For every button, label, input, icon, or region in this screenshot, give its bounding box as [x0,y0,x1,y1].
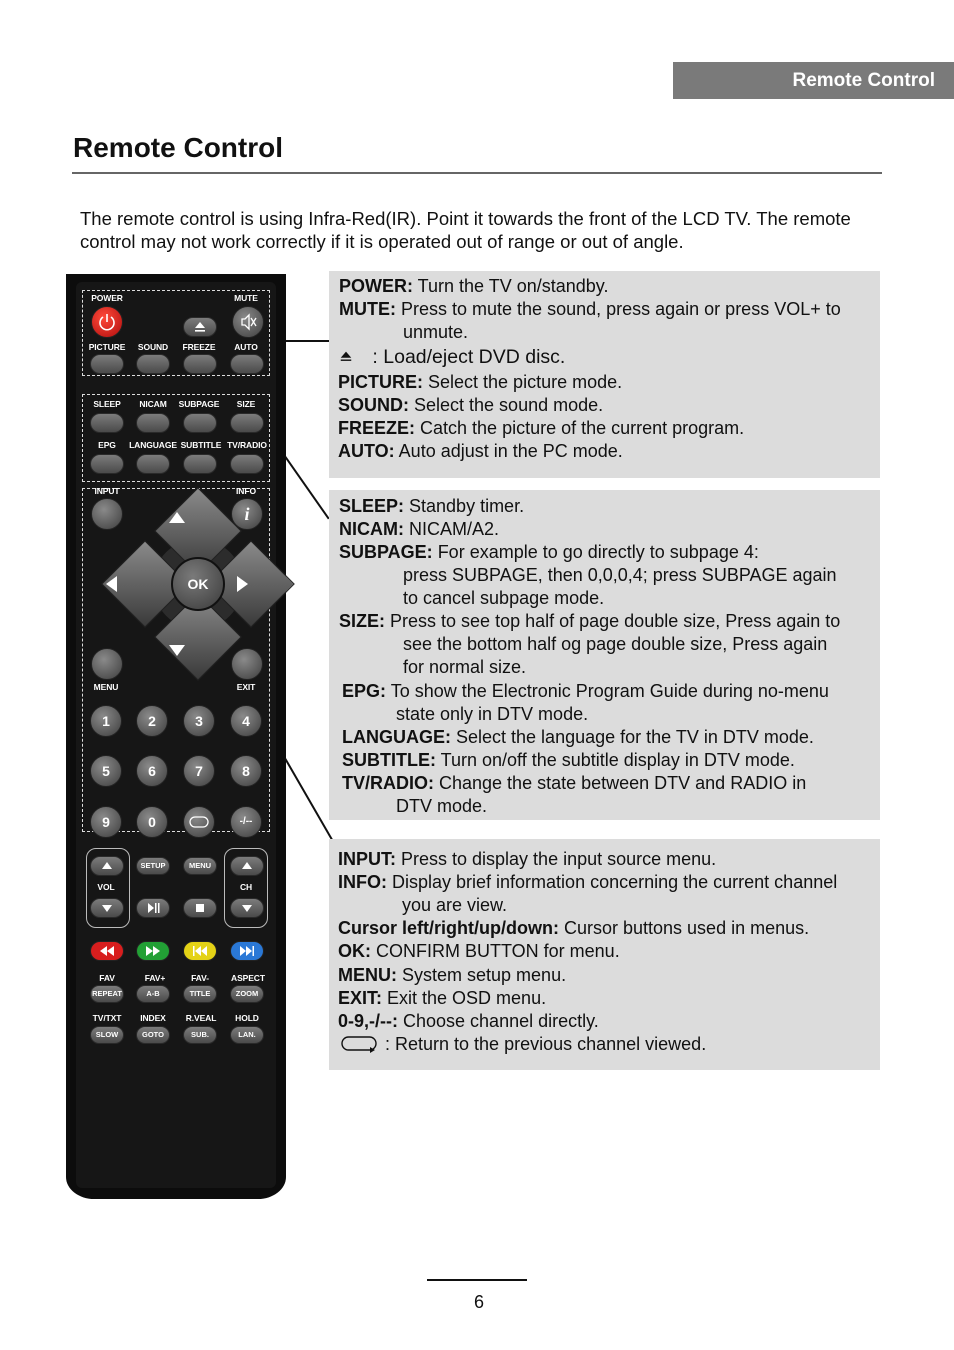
ch-down-button [230,898,264,918]
ch-up-button [230,856,264,876]
digit-7-button: 7 [183,755,215,787]
exit-button [231,648,263,680]
remote-label-info: INFO [236,486,256,496]
header-section-tab: Remote Control [673,62,954,99]
green-forward-button [136,941,170,961]
arrow-down-icon [231,899,263,917]
desc-line-mute: MUTE: Press to mute the sound, press again or press VOL+ to [339,299,841,319]
menu-key-button: MENU [183,857,217,875]
stop-icon [184,899,216,917]
stop-button [183,898,217,918]
arrow-left-icon [106,576,117,592]
desc-line-size: SIZE: Press to see top half of page double size, Press again to [339,611,841,631]
digit-4-button: 4 [230,705,262,737]
remote-label-favplus: FAV+ [144,973,166,983]
leader-line-1 [286,340,329,342]
desc-line-info-cont: you are view. [402,895,508,915]
skip-back-icon [184,942,216,960]
remote-label-size: SIZE [236,399,256,409]
desc-line-tvradio: TV/RADIO: Change the state between DTV and RADIO in [342,773,807,793]
menu-button [91,648,123,680]
a-b-button: A-B [136,985,170,1003]
page-title: Remote Control [73,132,283,163]
remote-label-exit: EXIT [236,682,256,692]
remote-label-auto: AUTO [234,342,258,352]
remote-label-hold: HOLD [235,1013,259,1023]
remote-label-menu: MENU [93,682,119,692]
description-box-power [329,271,880,478]
sub-button: SUB. [183,1026,217,1044]
desc-line-mute-cont: unmute. [403,322,469,342]
remote-control-illustration [66,274,286,1199]
remote-label-sound: SOUND [137,342,169,352]
remote-label-favminus: FAV- [191,973,209,983]
remote-label-subpage: SUBPAGE [178,399,220,409]
digit-0-button: 0 [136,806,168,838]
red-rewind-button [90,941,124,961]
remote-label-index: INDEX [140,1013,166,1023]
desc-line-language: LANGUAGE: Select the language for the TV in DTV mode. [342,727,814,747]
goto-button: GOTO [136,1026,170,1044]
vol-down-button [90,898,124,918]
yellow-previous-button [183,941,217,961]
desc-line-epg-cont: state only in DTV mode. [396,704,589,724]
remote-label-sleep: SLEEP [93,399,121,409]
remote-label-input: INPUT [94,486,120,496]
desc-line-subpage-cont-2: to cancel subpage mode. [403,588,605,608]
leader-line-2 [285,456,330,519]
desc-line-sound: SOUND: Select the sound mode. [338,395,604,415]
desc-line-nicam: NICAM: NICAM/A2. [339,519,500,539]
remote-label-subtitle: SUBTITLE [180,440,222,450]
rewind-icon [91,942,123,960]
arrow-up-icon [231,857,263,875]
remote-label-epg: EPG [98,440,116,450]
remote-label-rveal: R.VEAL [185,1013,217,1023]
lan-button: LAN. [230,1026,264,1044]
remote-label-tvradio: TV/RADIO [227,440,267,450]
arrow-down-icon [169,645,185,656]
desc-line-auto: AUTO: Auto adjust in the PC mode. [338,441,623,461]
desc-line-menu: MENU: System setup menu. [338,965,567,985]
info-button: i [231,498,263,530]
return-icon [340,1034,380,1054]
digit-2-button: 2 [136,705,168,737]
title-divider [72,172,882,174]
return-button [183,806,215,838]
desc-line-input: INPUT: Press to display the input source menu. [338,849,717,869]
digit-9-button: 9 [90,806,122,838]
title-button: TITLE [183,985,217,1003]
intro-paragraph: The remote control is using Infra-Red(IR). Point it towards the front of the LCD TV. The remote control may not work correctly if it is operated out of range or out of angle. [80,208,851,252]
desc-line-epg: EPG: To show the Electronic Program Guide during no-menu [342,681,829,701]
remote-label-mute: MUTE [234,293,258,303]
arrow-down-icon [91,899,123,917]
skip-forward-icon [231,942,263,960]
remote-label-freeze: FREEZE [182,342,216,352]
remote-label-ch: CH [239,882,253,892]
digit-6-button: 6 [136,755,168,787]
arrow-up-icon [91,857,123,875]
desc-line-subpage: SUBPAGE: For example to go directly to subpage 4: [339,542,759,562]
remote-label-power: POWER [91,293,123,303]
desc-line-return: : Return to the previous channel viewed. [340,1033,706,1056]
remote-label-aspect: ASPECT [231,973,265,983]
desc-line-sleep: SLEEP: Standby timer. [339,496,525,516]
desc-line-cursor: Cursor left/right/up/down: Cursor buttons used in menus. [338,918,810,938]
remote-label-vol: VOL [97,882,115,892]
blue-next-button [230,941,264,961]
desc-line-subtitle: SUBTITLE: Turn on/off the subtitle display in DTV mode. [342,750,795,770]
ok-button: OK [171,557,225,611]
setup-button: SETUP [136,857,170,875]
digit-5-button: 5 [90,755,122,787]
arrow-right-icon [237,576,248,592]
dash-button: -/-- [230,806,262,838]
play-pause-icon [137,899,169,917]
description-box-teletext [329,490,880,820]
digit-3-button: 3 [183,705,215,737]
digit-1-button: 1 [90,705,122,737]
vol-up-button [90,856,124,876]
desc-line-power: POWER: Turn the TV on/standby. [339,276,609,296]
play-pause-button [136,898,170,918]
return-icon [184,807,214,837]
page-number: 6 [473,1292,484,1312]
eject-icon [339,348,353,364]
fast-forward-icon [137,942,169,960]
arrow-up-icon [169,512,185,523]
desc-line-tvradio-cont: DTV mode. [396,796,488,816]
desc-line-digits: 0-9,-/--: Choose channel directly. [338,1011,599,1031]
footer-divider [427,1279,527,1281]
remote-label-language: LANGUAGE [129,440,177,450]
digit-8-button: 8 [230,755,262,787]
slow-button: SLOW [90,1026,124,1044]
desc-line-picture: PICTURE: Select the picture mode. [338,372,623,392]
remote-face [76,282,276,1188]
desc-line-eject: : Load/eject DVD disc. [339,346,565,369]
remote-label-picture: PICTURE [88,342,126,352]
dpad-arrows [76,282,276,682]
remote-label-tvtxt: TV/TXT [92,1013,122,1023]
repeat-button: REPEAT [90,985,124,1003]
description-box-navigation [329,839,880,1070]
desc-line-exit: EXIT: Exit the OSD menu. [338,988,547,1008]
desc-line-size-cont-2: for normal size. [403,657,527,677]
desc-line-subpage-cont-1: press SUBPAGE, then 0,0,0,4; press SUBPAGE again [403,565,837,585]
desc-line-freeze: FREEZE: Catch the picture of the current program. [338,418,745,438]
remote-label-nicam: NICAM [139,399,167,409]
desc-line-size-cont-1: see the bottom half og page double size, Press again [403,634,828,654]
remote-label-fav: FAV [99,973,115,983]
desc-line-ok: OK: CONFIRM BUTTON for menu. [338,941,620,961]
zoom-button: ZOOM [230,985,264,1003]
desc-line-info: INFO: Display brief information concerning the current channel [338,872,838,892]
